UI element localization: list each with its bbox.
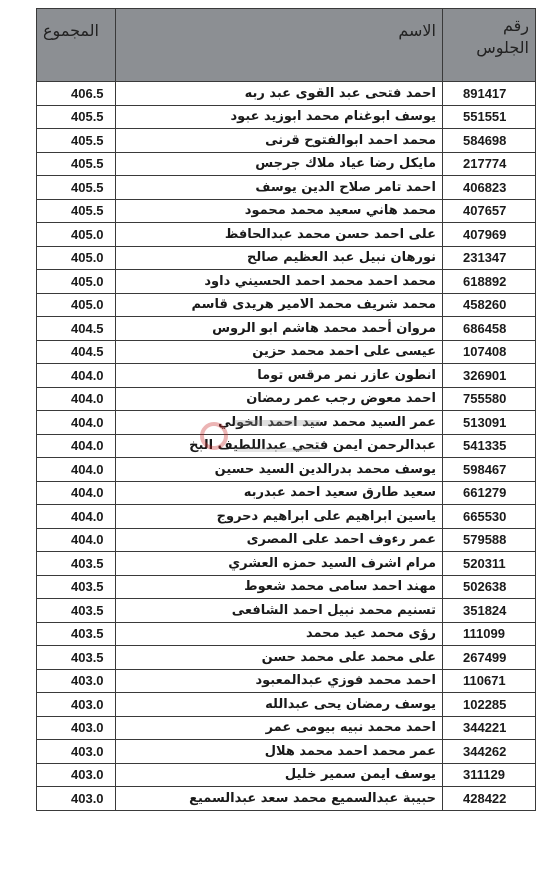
row-seat-number: 231347 <box>443 246 536 270</box>
row-seat-number: 351824 <box>443 599 536 623</box>
table-row <box>37 317 536 341</box>
row-total: 403.5 <box>37 552 116 576</box>
row-total: 403.0 <box>37 716 116 740</box>
table-row <box>37 270 536 294</box>
table-row <box>37 505 536 529</box>
row-name: حبيبة عبدالسميع محمد سعد عبدالسميع <box>116 787 443 811</box>
table-row <box>37 246 536 270</box>
row-name: على احمد حسن محمد عبدالحافظ <box>116 223 443 247</box>
table-row <box>37 599 536 623</box>
row-seat-number: 665530 <box>443 505 536 529</box>
row-total: 404.0 <box>37 387 116 411</box>
row-total: 403.0 <box>37 740 116 764</box>
row-seat-number: 551551 <box>443 105 536 129</box>
row-total: 405.5 <box>37 105 116 129</box>
table-row <box>37 340 536 364</box>
row-name: محمد احمد ابوالفتوح قرنى <box>116 129 443 153</box>
row-total: 403.5 <box>37 575 116 599</box>
row-seat-number: 755580 <box>443 387 536 411</box>
table-body <box>37 82 536 811</box>
table-row <box>37 152 536 176</box>
row-name: يوسف محمد بدرالدين السيد حسين <box>116 458 443 482</box>
table-row <box>37 552 536 576</box>
row-total: 404.0 <box>37 411 116 435</box>
row-seat-number: 541335 <box>443 434 536 458</box>
row-name: مايكل رضا عياد ملاك جرجس <box>116 152 443 176</box>
row-total: 403.0 <box>37 669 116 693</box>
header-seat-line2: الجلوس <box>476 38 529 57</box>
row-seat-number: 428422 <box>443 787 536 811</box>
row-name: احمد معوض رجب عمر رمضان <box>116 387 443 411</box>
table-row <box>37 528 536 552</box>
row-name: احمد محمد نبيه بيومى عمر <box>116 716 443 740</box>
table-row <box>37 740 536 764</box>
row-name: تسنيم محمد نبيل احمد الشافعى <box>116 599 443 623</box>
row-total: 404.0 <box>37 505 116 529</box>
table-row <box>37 223 536 247</box>
row-seat-number: 110671 <box>443 669 536 693</box>
table-row <box>37 481 536 505</box>
table-row <box>37 434 536 458</box>
row-seat-number: 891417 <box>443 82 536 106</box>
table-row <box>37 763 536 787</box>
row-seat-number: 618892 <box>443 270 536 294</box>
table-row <box>37 387 536 411</box>
row-seat-number: 686458 <box>443 317 536 341</box>
row-total: 405.0 <box>37 223 116 247</box>
table-row <box>37 575 536 599</box>
row-name: يوسف ابوغنام محمد ابوزيد عبود <box>116 105 443 129</box>
row-name: على محمد على محمد حسن <box>116 646 443 670</box>
row-name: عمر محمد احمد محمد هلال <box>116 740 443 764</box>
row-seat-number: 344221 <box>443 716 536 740</box>
header-seat-line1: رقم <box>502 16 529 35</box>
table-row <box>37 129 536 153</box>
row-seat-number: 102285 <box>443 693 536 717</box>
row-name: ياسين ابراهيم على ابراهيم دحروج <box>116 505 443 529</box>
row-seat-number: 520311 <box>443 552 536 576</box>
row-total: 405.0 <box>37 293 116 317</box>
table-row <box>37 364 536 388</box>
row-total: 404.5 <box>37 340 116 364</box>
row-name: رؤى محمد عيد محمد <box>116 622 443 646</box>
row-total: 403.0 <box>37 787 116 811</box>
table-row <box>37 716 536 740</box>
row-seat-number: 407969 <box>443 223 536 247</box>
row-total: 403.0 <box>37 693 116 717</box>
row-name: احمد محمد فوزي عبدالمعبود <box>116 669 443 693</box>
row-total: 403.5 <box>37 622 116 646</box>
row-total: 405.5 <box>37 129 116 153</box>
row-name: نورهان نبيل عبد العظيم صالح <box>116 246 443 270</box>
row-name: محمد شريف محمد الامير هريدى قاسم <box>116 293 443 317</box>
row-total: 405.5 <box>37 176 116 200</box>
row-name: عمر رءوف احمد على المصرى <box>116 528 443 552</box>
row-total: 403.5 <box>37 599 116 623</box>
row-seat-number: 406823 <box>443 176 536 200</box>
table-row <box>37 411 536 435</box>
row-total: 404.5 <box>37 317 116 341</box>
results-table <box>36 8 536 811</box>
row-name: عبدالرحمن ايمن فتحي عبداللطيف البخ <box>116 434 443 458</box>
row-name: يوسف رمضان يحى عبدالله <box>116 693 443 717</box>
row-total: 403.0 <box>37 763 116 787</box>
row-seat-number: 107408 <box>443 340 536 364</box>
row-total: 405.5 <box>37 199 116 223</box>
row-total: 404.0 <box>37 528 116 552</box>
row-total: 405.5 <box>37 152 116 176</box>
row-total: 405.0 <box>37 270 116 294</box>
header-total: المجموع <box>37 9 116 82</box>
row-seat-number: 217774 <box>443 152 536 176</box>
table-row <box>37 693 536 717</box>
row-seat-number: 598467 <box>443 458 536 482</box>
header-row <box>37 9 536 82</box>
row-name: عمر السيد محمد سيد احمد الخولي <box>116 411 443 435</box>
row-total: 404.0 <box>37 458 116 482</box>
table-row <box>37 199 536 223</box>
row-seat-number: 579588 <box>443 528 536 552</box>
header-name: الاسم <box>116 9 443 82</box>
table-row <box>37 105 536 129</box>
table-row <box>37 458 536 482</box>
row-name: احمد تامر صلاح الدين يوسف <box>116 176 443 200</box>
row-seat-number: 311129 <box>443 763 536 787</box>
row-name: محمد احمد محمد احمد الحسيني داود <box>116 270 443 294</box>
table-row <box>37 82 536 106</box>
table-row <box>37 787 536 811</box>
row-seat-number: 407657 <box>443 199 536 223</box>
table-row <box>37 669 536 693</box>
row-total: 404.0 <box>37 434 116 458</box>
row-seat-number: 344262 <box>443 740 536 764</box>
row-seat-number: 502638 <box>443 575 536 599</box>
row-seat-number: 584698 <box>443 129 536 153</box>
row-seat-number: 111099 <box>443 622 536 646</box>
row-seat-number: 326901 <box>443 364 536 388</box>
row-name: محمد هاني سعيد محمد محمود <box>116 199 443 223</box>
row-seat-number: 458260 <box>443 293 536 317</box>
row-name: انطون عازر نمر مرقس توما <box>116 364 443 388</box>
table-row <box>37 176 536 200</box>
row-name: يوسف ايمن سمير خليل <box>116 763 443 787</box>
row-name: سعيد طارق سعيد احمد عبدربه <box>116 481 443 505</box>
row-total: 404.0 <box>37 481 116 505</box>
table-row <box>37 646 536 670</box>
row-name: مرام اشرف السيد حمزه العشري <box>116 552 443 576</box>
row-name: مروان أحمد محمد هاشم ابو الروس <box>116 317 443 341</box>
row-seat-number: 513091 <box>443 411 536 435</box>
row-total: 406.5 <box>37 82 116 106</box>
header-seat-number <box>443 9 536 82</box>
row-name: احمد فتحى عبد القوى عبد ربه <box>116 82 443 106</box>
row-seat-number: 267499 <box>443 646 536 670</box>
table-row <box>37 293 536 317</box>
row-seat-number: 661279 <box>443 481 536 505</box>
row-total: 404.0 <box>37 364 116 388</box>
row-name: مهند احمد سامى محمد شعوط <box>116 575 443 599</box>
row-total: 405.0 <box>37 246 116 270</box>
table-row <box>37 622 536 646</box>
row-name: عيسى على احمد محمد حزين <box>116 340 443 364</box>
row-total: 403.5 <box>37 646 116 670</box>
